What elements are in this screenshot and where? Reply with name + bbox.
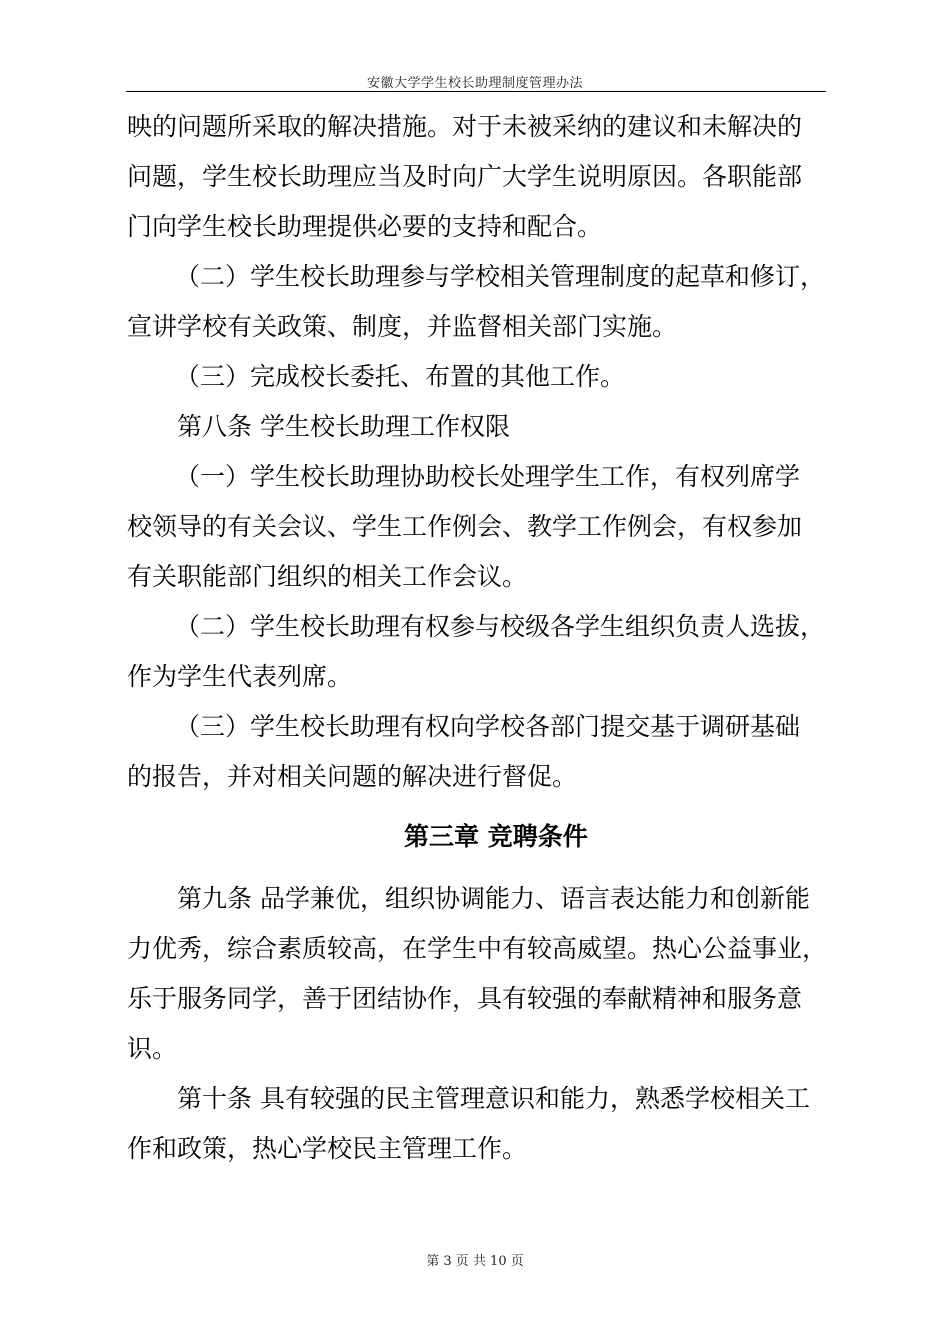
article-heading: 第八条 学生校长助理工作权限 (177, 412, 510, 441)
running-header: 安徽大学学生校长助理制度管理办法 (366, 76, 583, 91)
paragraph-line: （二）学生校长助理有权参与校级各学生组织负责人选拔， (175, 612, 826, 641)
paragraph-line: （三）学生校长助理有权向学校各部门提交基于调研基础 (175, 712, 801, 741)
paragraph-line: 作和政策，热心学校民主管理工作。 (127, 1134, 528, 1163)
paragraph-line: 校领导的有关会议、学生工作例会、教学工作例会，有权参加 (127, 512, 803, 541)
paragraph-line: 作为学生代表列席。 (127, 662, 353, 691)
paragraph-line: 映的问题所采取的解决措施。对于未被采纳的建议和未解决的 (127, 112, 803, 141)
paragraph-line: 问题，学生校长助理应当及时向广大学生说明原因。各职能部 (127, 162, 803, 191)
article-line: 第九条 品学兼优，组织协调能力、语言表达能力和创新能 (177, 884, 810, 913)
paragraph-line: 宣讲学校有关政策、制度，并监督相关部门实施。 (127, 312, 678, 341)
paragraph-line: （三）完成校长委托、布置的其他工作。 (175, 362, 626, 391)
paragraph-line: 力优秀，综合素质较高，在学生中有较高威望。热心公益事业， (127, 934, 828, 963)
paragraph-line: 有关职能部门组织的相关工作会议。 (127, 562, 528, 591)
paragraph-line: 识。 (127, 1034, 178, 1063)
chapter-heading: 第三章 竞聘条件 (404, 822, 588, 851)
paragraph-line: （一）学生校长助理协助校长处理学生工作，有权列席学 (175, 462, 801, 491)
article-line: 第十条 具有较强的民主管理意识和能力，熟悉学校相关工 (177, 1084, 810, 1113)
header-rule (126, 91, 826, 92)
page-number-footer: 第 3 页 共 10 页 (426, 1254, 524, 1269)
paragraph-line: 乐于服务同学，善于团结协作，具有较强的奉献精神和服务意 (127, 984, 803, 1013)
paragraph-line: 的报告，并对相关问题的解决进行督促。 (127, 762, 578, 791)
paragraph-line: 门向学生校长助理提供必要的支持和配合。 (127, 212, 603, 241)
paragraph-line: （二）学生校长助理参与学校相关管理制度的起草和修订， (175, 262, 826, 291)
